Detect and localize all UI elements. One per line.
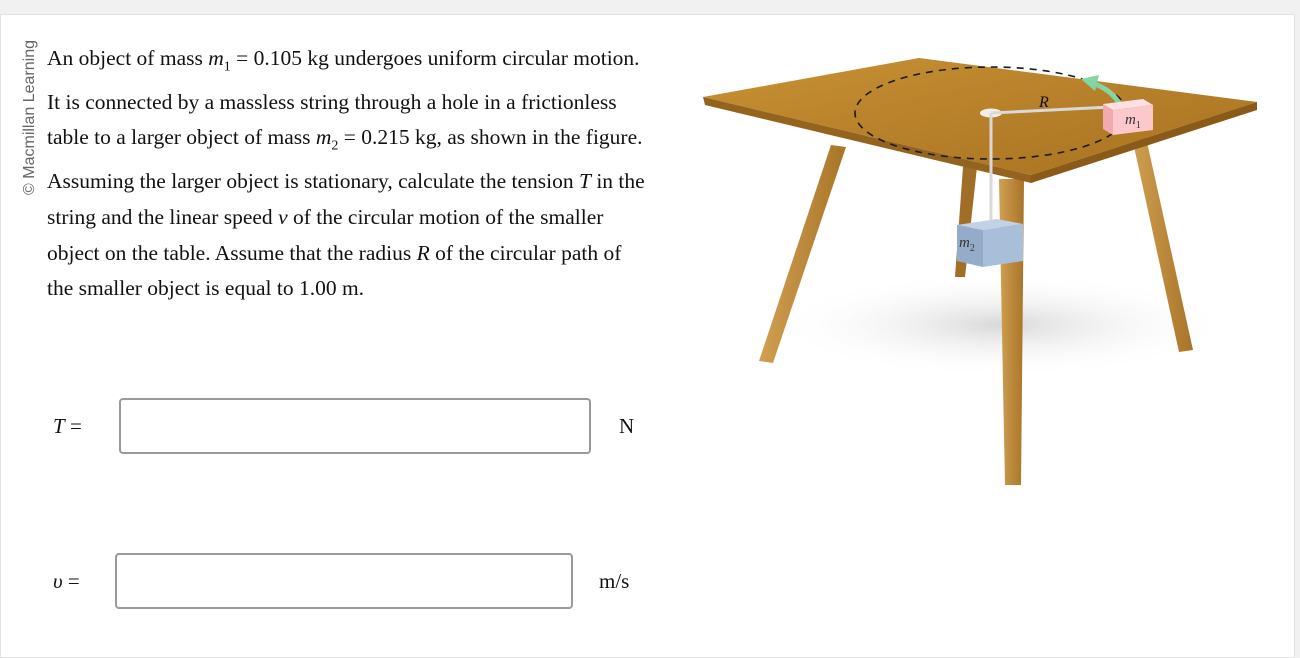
table-top — [703, 58, 1257, 175]
speed-unit: m/s — [599, 568, 630, 593]
problem-statement — [47, 41, 647, 307]
copyright-text: © Macmillan Learning — [21, 40, 38, 195]
speed-answer-row — [53, 553, 629, 609]
tension-label: T = — [53, 413, 82, 438]
mass-m1-block — [1103, 99, 1153, 135]
mass-m2-block — [957, 219, 1023, 267]
floor-shadow — [771, 273, 1231, 377]
tension-unit: N — [619, 413, 635, 438]
copyright-notice — [20, 41, 40, 251]
m2-label: $m_2$ — [959, 235, 975, 254]
tension-input[interactable] — [119, 398, 591, 454]
speed-label: υ = — [53, 568, 80, 593]
tension-answer-row — [53, 398, 634, 454]
radius-label: R — [1039, 94, 1049, 111]
problem-text: An object of mass $m_1 = 0.105$ kg undergoes uniform circular motion. It is connected by a massless string through a hole in a frictionless table to a larger object of mass $m_2 = 0.215$ kg, as shown in the figure. Assuming the larger object is stationary, calculate the tension T in the string and the linear speed v of the circular motion of the smaller object on the table. Assume that the radius R of the circular path of the smaller object is equal to 1.00 m. — [47, 46, 645, 301]
problem-card — [0, 14, 1295, 658]
speed-input[interactable] — [115, 553, 573, 609]
m1-label: $m_1$ — [1125, 112, 1141, 131]
table-figure — [701, 55, 1261, 495]
